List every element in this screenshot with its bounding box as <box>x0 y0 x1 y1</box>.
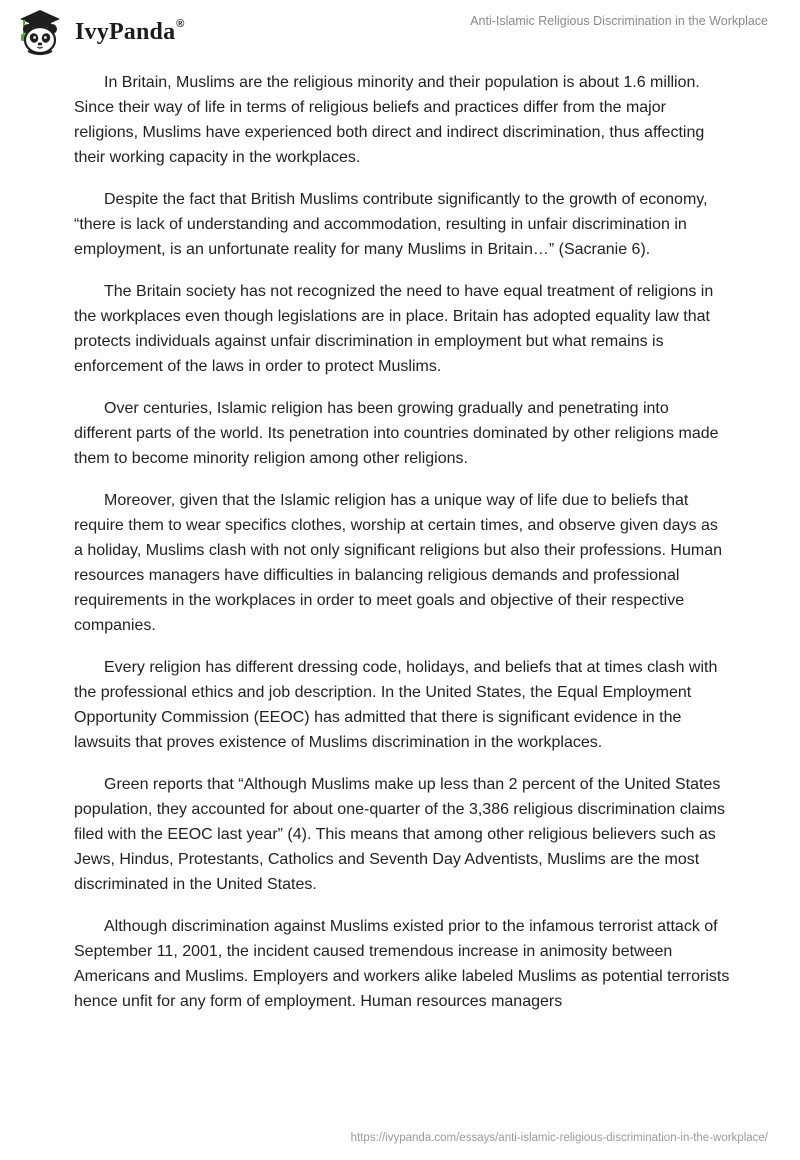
paragraph: Moreover, given that the Islamic religion has a unique way of life due to beliefs that require them to wear specifics clothes, worship at certain times, and observe given days as a holiday, Muslims clash with not only significant religions but also their professions. Human resources managers have difficulties in balancing religious demands and professional requirements in the workplaces in order to meet goals and objective of their respective companies. <box>74 492 723 634</box>
paragraph: Over centuries, Islamic religion has been growing gradually and penetrating into different parts of the world. Its penetration into countries dominated by other religions made them to become minority religion among other religions. <box>74 400 719 467</box>
panda-graduate-logo-icon <box>14 7 66 57</box>
brand-name <box>75 18 185 46</box>
paragraph: Every religion has different dressing code, holidays, and beliefs that at times clash with the professional ethics and job description. In the United States, the Equal Employment Opportunity Commission (EEOC) has admitted that there is significant evidence in the lawsuits that proves existence of Muslims discrimination in the workplaces. <box>74 659 718 751</box>
paragraph: The Britain society has not recognized the need to have equal treatment of religions in the workplaces even though legislations are in place. Britain has adopted equality law that protects individuals against unfair discrimination in employment but what remains is enforcement of the laws in order to protect Muslims. <box>74 283 714 375</box>
brand-text: IvyPanda <box>75 19 176 45</box>
registered-mark: ® <box>176 18 185 30</box>
paragraph: Although discrimination against Muslims existed prior to the infamous terrorist attack of September 11, 2001, the incident caused tremendous increase in animosity between Americans and Muslims. Employers and workers alike labeled Muslims as potential terrorists hence unfit for any form of employment. Human resources managers <box>74 918 730 1010</box>
ivypanda-logo[interactable] <box>14 7 185 57</box>
paragraph: In Britain, Muslims are the religious minority and their population is about 1.6 million. Since their way of life in terms of religious beliefs and practices differ from the major religions, Muslims have experienced both direct and indirect discrimination, thus affecting their working capacity in the workplaces. <box>74 74 705 166</box>
source-url-link[interactable]: https://ivypanda.com/essays/anti-islamic-religious-discrimination-in-the-workplace/ <box>350 1132 768 1144</box>
paragraph: Green reports that “Although Muslims make up less than 2 percent of the United States population, they accounted for about one-quarter of the 3,386 religious discrimination claims filed with the EEOC last year” (4). This means that among other religious believers such as Jews, Hindus, Protestants, Catholics and Seventh Day Adventists, Muslims are the most discriminated in the United States. <box>74 776 726 893</box>
paragraph: Despite the fact that British Muslims contribute significantly to the growth of economy, “there is lack of understanding and accommodation, resulting in unfair discrimination in employment, is an unfortunate reality for many Muslims in Britain…” (Sacranie 6). <box>74 191 708 258</box>
essay-body <box>74 70 730 1031</box>
document-title: Anti-Islamic Religious Discrimination in the Workplace <box>470 14 768 28</box>
page-header <box>0 0 800 70</box>
